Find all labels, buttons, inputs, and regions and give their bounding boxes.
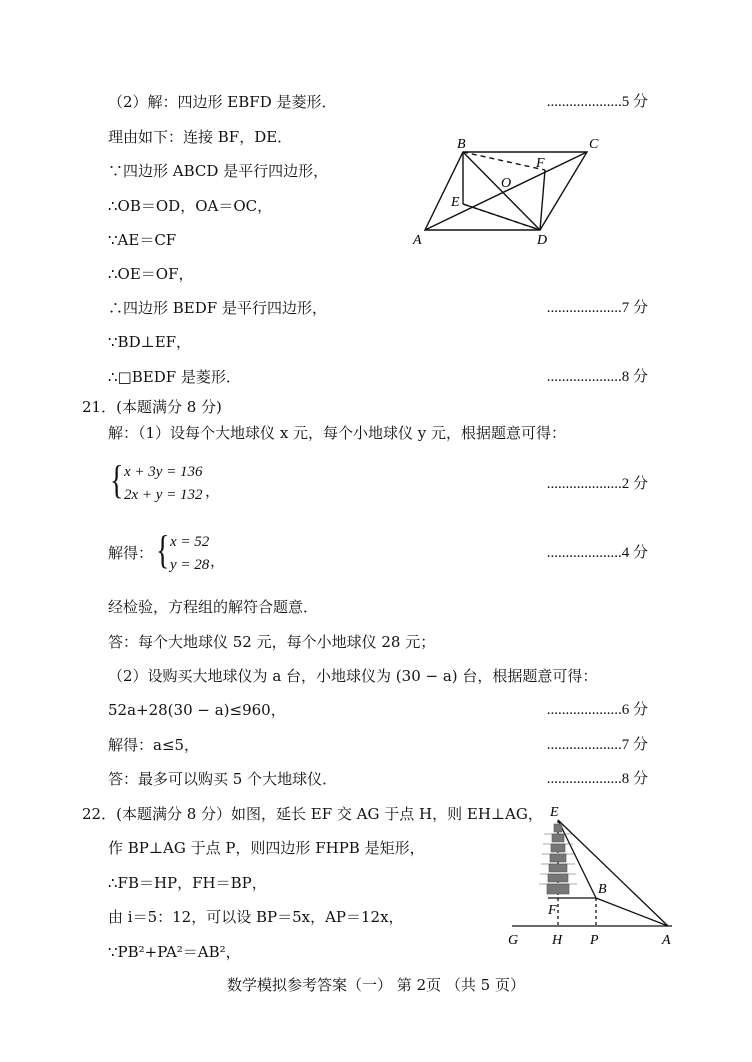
score-8a: ....................8 分 [546, 369, 648, 385]
label-F: F [536, 156, 545, 171]
label-A: A [413, 233, 422, 248]
comma-2: ， [210, 552, 226, 570]
label-G: G [508, 933, 519, 948]
label-E2: E [550, 805, 559, 820]
q21-line-2: （2）设购买大地球仪为 a 台，小地球仪为 (30 − a) 台，根据题意可得： [108, 667, 598, 685]
eq1b: 2x + y = 132 [124, 487, 203, 503]
score-6: ....................6 分 [546, 702, 648, 718]
score-7: ....................7 分 [546, 300, 648, 316]
page-footer: 数学模拟参考答案（一） 第 2页 （共 5 页） [227, 976, 525, 994]
part2-line-6: ∴OE＝OF， [108, 265, 194, 283]
label-C: C [589, 137, 599, 152]
q21-check: 经检验，方程组的解符合题意． [108, 598, 319, 616]
q22-line-3: ∴FB＝HP，FH＝BP， [108, 874, 267, 892]
q21-header: 21．(本题满分 8 分) [82, 398, 222, 416]
part2-line-1: （2）解：四边形 EBFD 是菱形． [108, 93, 337, 111]
pagoda-icon [539, 824, 577, 894]
label-H: H [552, 933, 563, 948]
q21-inequality: 52a+28(30 − a)≤960， [108, 701, 286, 719]
label-A2: A [662, 933, 671, 948]
equation-system-2 [156, 528, 276, 576]
score-7b: ....................7 分 [546, 737, 648, 753]
comma-1: ， [205, 482, 221, 500]
q22-line-2: 作 BP⊥AG 于点 P，则四边形 FHPB 是矩形， [108, 839, 425, 857]
score-8b: ....................8 分 [546, 771, 648, 787]
q21-solution: 解得：a≤5， [108, 736, 200, 754]
part2-line-9: ∴□BEDF 是菱形． [108, 368, 241, 386]
pagoda-figure [500, 798, 690, 950]
label-D: D [537, 233, 548, 248]
q21-line-1: 解：（1）设每个大地球仪 x 元，每个小地球仪 y 元，根据题意可得： [108, 424, 567, 442]
solve-label: 解得： [108, 544, 154, 562]
part2-line-2: 理由如下：连接 BF，DE． [108, 128, 293, 146]
part2-line-7: ∴四边形 BEDF 是平行四边形， [108, 299, 327, 317]
q21-answer-1: 答：每个大地球仪 52 元，每个小地球仪 28 元； [108, 633, 436, 651]
label-B: B [457, 137, 466, 152]
eq2b: y = 28 [170, 557, 210, 573]
q22-line-5: ∵PB²+PA²＝AB²， [108, 943, 241, 961]
score-4: ....................4 分 [546, 545, 648, 561]
part2-line-5: ∵AE＝CF [108, 231, 177, 249]
label-O: O [501, 176, 512, 191]
eq2a: x = 52 [170, 534, 210, 550]
q22-line-4: 由 i＝5：12，可以设 BP＝5x，AP＝12x， [108, 908, 404, 926]
label-P: P [590, 933, 599, 948]
eq1a: x + 3y = 136 [124, 464, 203, 480]
label-F2: F [548, 903, 557, 918]
label-B2: B [598, 882, 607, 897]
score-2: ....................2 分 [546, 476, 648, 492]
brace-1: { [110, 457, 124, 502]
part2-line-8: ∵BD⊥EF， [108, 333, 192, 351]
score-5: ....................5 分 [546, 94, 648, 110]
label-E: E [451, 195, 460, 210]
brace-2: { [156, 527, 170, 572]
q21-answer-2: 答：最多可以购买 5 个大地球仪． [108, 770, 338, 788]
q22-line-1: 22．(本题满分 8 分）如图，延长 EF 交 AG 于点 H，则 EH⊥AG， [82, 805, 543, 823]
part2-line-3: ∵四边形 ABCD 是平行四边形， [108, 162, 329, 180]
parallelogram-figure [405, 130, 615, 250]
part2-line-4: ∴OB＝OD，OA＝OC， [108, 197, 273, 215]
equation-system-1 [110, 458, 270, 506]
